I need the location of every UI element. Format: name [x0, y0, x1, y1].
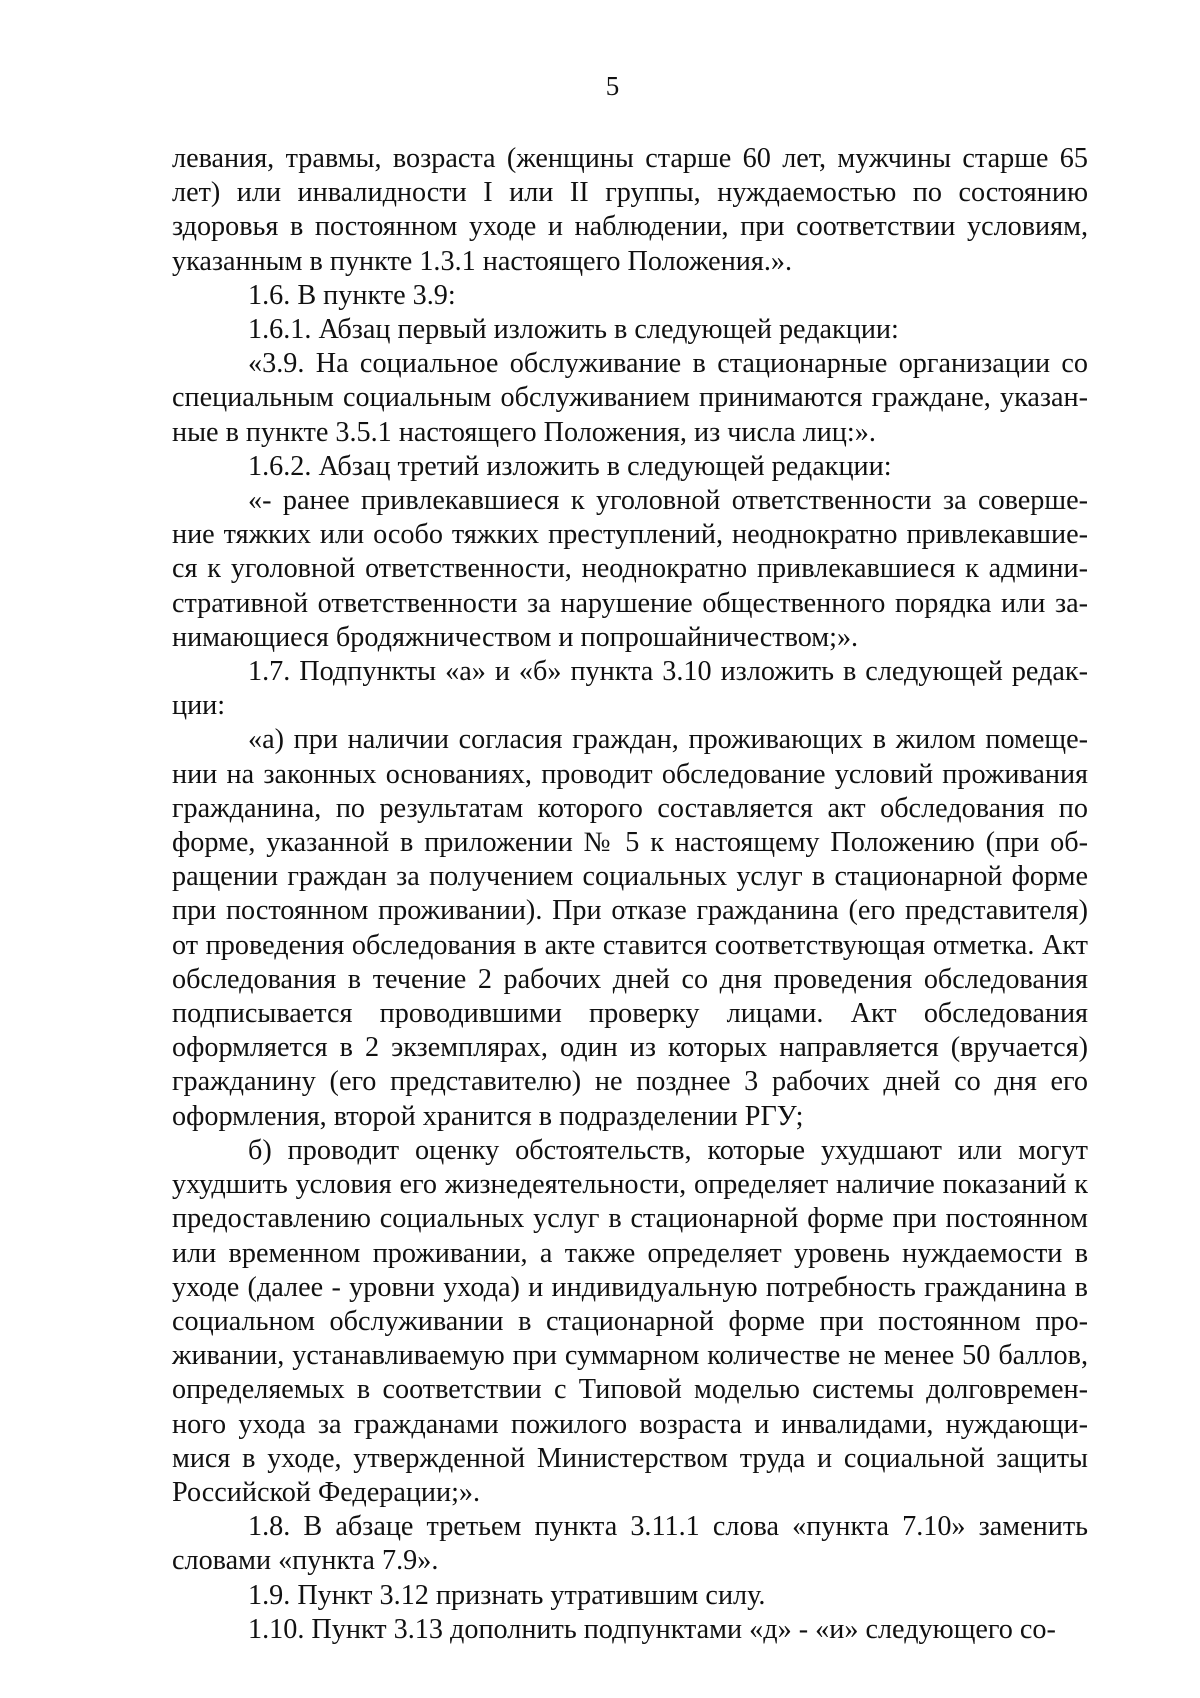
paragraph-subitem-b: б) проводит оценку обстоятельств, которые ухудшают или могут ухудшить условия его жизнедеятельности, определяет наличие показаний к предоставлению социальных услуг в стационарной форме при постоянном или временном проживании, а также определяет уровень нуждаемости в уходе (далее - уровни ухода) и индивидуальную потребность гражданина в социальном обслуживании в стационарной форме при постоянном проживании, устанавливаемую при суммарном количестве не менее 50 баллов, определяемых в соответствии с Типовой моделью системы долговременного ухода за гражданами пожилого возраста и инвалидами, нуждающимися в уходе, утвержденной Министерством труда и социальной защиты Российской Федерации;».	[172, 1134, 1088, 1508]
document-body	[172, 142, 1088, 1647]
paragraph-1-7: 1.7. Подпункты «а» и «б» пункта 3.10 изложить в следующей редакции:	[172, 656, 1088, 722]
paragraph-1-8: 1.8. В абзаце третьем пункта 3.11.1 слова «пункта 7.10» заменить словами «пункта 7.9».	[172, 1511, 1088, 1577]
paragraph-quote-ranee: «- ранее привлекавшиеся к уголовной ответственности за совершение тяжких или особо тяжких преступлений, неоднократно привлекавшиеся к уголовной ответственности, неоднократно привлекавшиеся к административной ответственности за нарушение общественного порядка или занимающиеся бродяжничеством и попрошайничеством;».	[172, 485, 1088, 653]
paragraph-1-9: 1.9. Пункт 3.12 признать утратившим силу.	[248, 1579, 766, 1611]
paragraph-subitem-a: «а) при наличии согласия граждан, проживающих в жилом помещении на законных основаниях, проводит обследование условий проживания гражданина, по результатам которого составляется акт обследования по форме, указанной в приложении № 5 к настоящему Положению (при обращении граждан за получением социальных услуг в стационарной форме при постоянном проживании). При отказе гражданина (его представителя) от проведения обследования в акте ставится соответствующая отметка. Акт обследования в течение 2 рабочих дней со дня проведения обследования подписывается проводившими проверку лицами. Акт обследования оформляется в 2 экземплярах, один из которых направляется (вручается) гражданину (его представителю) не позднее 3 рабочих дней со дня его оформления, второй хранится в подразделении РГУ;	[172, 724, 1088, 1132]
paragraph-1-6-2: 1.6.2. Абзац третий изложить в следующей редакции:	[248, 450, 892, 482]
paragraph-1-10: 1.10. Пункт 3.13 дополнить подпунктами «д» - «и» следующего со-	[248, 1613, 1056, 1645]
paragraph-1-6-1: 1.6.1. Абзац первый изложить в следующей редакции:	[248, 314, 899, 346]
paragraph-1-6: 1.6. В пункте 3.9:	[248, 279, 456, 311]
paragraph-quote-3-9: «3.9. На социальное обслуживание в стационарные организации со специальным социальным обслуживанием принимаются граждане, указанные в пункте 3.5.1 настоящего Положения, из числа лиц:».	[172, 348, 1088, 448]
page-number: 5	[605, 71, 620, 101]
paragraph-continuation: левания, травмы, возраста (женщины старше 60 лет, мужчины старше 65 лет) или инвалидности I или II группы, нуждаемостью по состоянию здоровья в постоянном уходе и наблюдении, при соответствии условиям, указанным в пункте 1.3.1 настоящего Положения.».	[172, 143, 1088, 277]
